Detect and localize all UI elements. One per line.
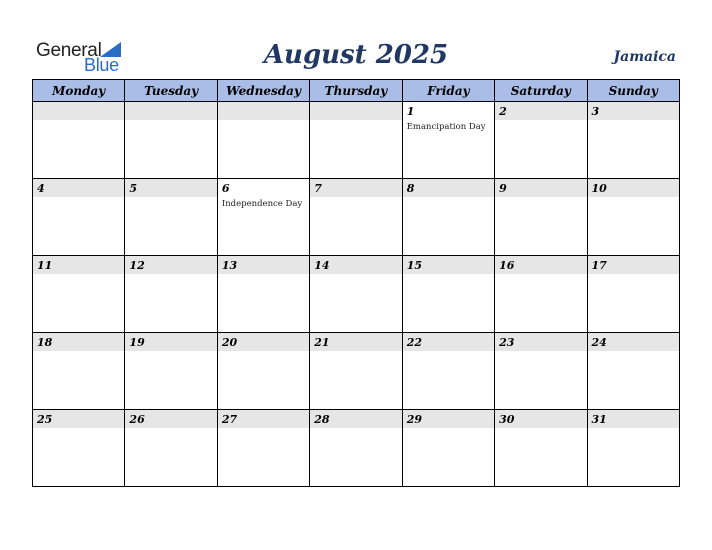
day-cell — [125, 102, 217, 179]
day-number: 11 — [37, 259, 53, 272]
day-number: 31 — [591, 413, 607, 426]
day-cell — [402, 179, 494, 256]
day-number: 29 — [406, 413, 422, 426]
week-row — [33, 333, 680, 410]
day-number: 24 — [591, 336, 607, 349]
day-number: 15 — [406, 259, 422, 272]
day-cell — [402, 102, 494, 179]
day-cell — [310, 179, 402, 256]
day-cell — [402, 333, 494, 410]
day-cell — [217, 410, 309, 487]
day-number: 3 — [591, 105, 600, 118]
day-number: 7 — [314, 182, 322, 195]
logo — [36, 40, 136, 74]
holiday-label: Independence Day — [221, 199, 303, 209]
day-cell — [587, 102, 679, 179]
day-number: 8 — [406, 182, 415, 195]
day-cell — [495, 333, 587, 410]
day-cell — [495, 102, 587, 179]
day-cell — [310, 410, 402, 487]
day-cell — [33, 256, 125, 333]
week-row — [33, 256, 680, 333]
day-number: 20 — [221, 336, 238, 349]
day-number: 6 — [221, 182, 230, 195]
day-number: 14 — [314, 259, 330, 272]
logo-text-general: General — [36, 40, 102, 61]
day-cell — [495, 179, 587, 256]
page-title: August 2025 — [263, 40, 449, 70]
weekday-header: Sunday — [587, 80, 679, 102]
day-number: 21 — [314, 336, 330, 349]
day-number: 17 — [591, 259, 607, 272]
day-number: 5 — [129, 182, 138, 195]
day-number: 30 — [499, 413, 515, 426]
day-cell — [33, 179, 125, 256]
weekday-header-row — [33, 80, 680, 102]
day-number: 27 — [221, 413, 238, 426]
day-number: 19 — [129, 336, 145, 349]
day-number: 26 — [129, 413, 145, 426]
day-cell — [310, 333, 402, 410]
day-number: 18 — [37, 336, 53, 349]
weekday-header: Wednesday — [217, 80, 309, 102]
day-number: 12 — [129, 259, 145, 272]
day-cell — [217, 179, 309, 256]
day-cell — [217, 256, 309, 333]
week-row — [33, 179, 680, 256]
day-cell — [33, 333, 125, 410]
day-number: 4 — [37, 182, 45, 195]
day-cell — [587, 179, 679, 256]
weekday-header: Thursday — [310, 80, 402, 102]
day-cell — [125, 256, 217, 333]
day-cell — [402, 410, 494, 487]
day-cell — [217, 102, 309, 179]
day-number: 2 — [499, 105, 507, 118]
country-label: Jamaica — [613, 49, 676, 65]
day-number: 13 — [221, 259, 238, 272]
day-cell — [495, 410, 587, 487]
day-cell — [125, 179, 217, 256]
day-number: 16 — [499, 259, 515, 272]
day-cell — [125, 410, 217, 487]
day-number: 9 — [499, 182, 507, 195]
day-number: 23 — [499, 336, 515, 349]
day-cell — [495, 256, 587, 333]
day-cell — [33, 102, 125, 179]
day-number: 28 — [314, 413, 330, 426]
day-number: 25 — [37, 413, 53, 426]
day-cell — [402, 256, 494, 333]
day-cell — [587, 256, 679, 333]
holiday-label: Emancipation Day — [406, 122, 486, 132]
day-cell — [587, 333, 679, 410]
day-number: 22 — [406, 336, 422, 349]
week-row — [33, 410, 680, 487]
day-cell — [125, 333, 217, 410]
weekday-header: Monday — [33, 80, 125, 102]
week-row — [33, 102, 680, 179]
day-number: 1 — [406, 105, 415, 118]
calendar-grid — [32, 79, 680, 487]
logo-text-blue: Blue — [84, 55, 119, 75]
day-cell — [33, 410, 125, 487]
day-cell — [310, 256, 402, 333]
weekday-header: Tuesday — [125, 80, 217, 102]
weekday-header: Saturday — [495, 80, 587, 102]
weekday-header: Friday — [402, 80, 494, 102]
day-number: 10 — [591, 182, 607, 195]
day-cell — [310, 102, 402, 179]
day-cell — [587, 410, 679, 487]
day-cell — [217, 333, 309, 410]
